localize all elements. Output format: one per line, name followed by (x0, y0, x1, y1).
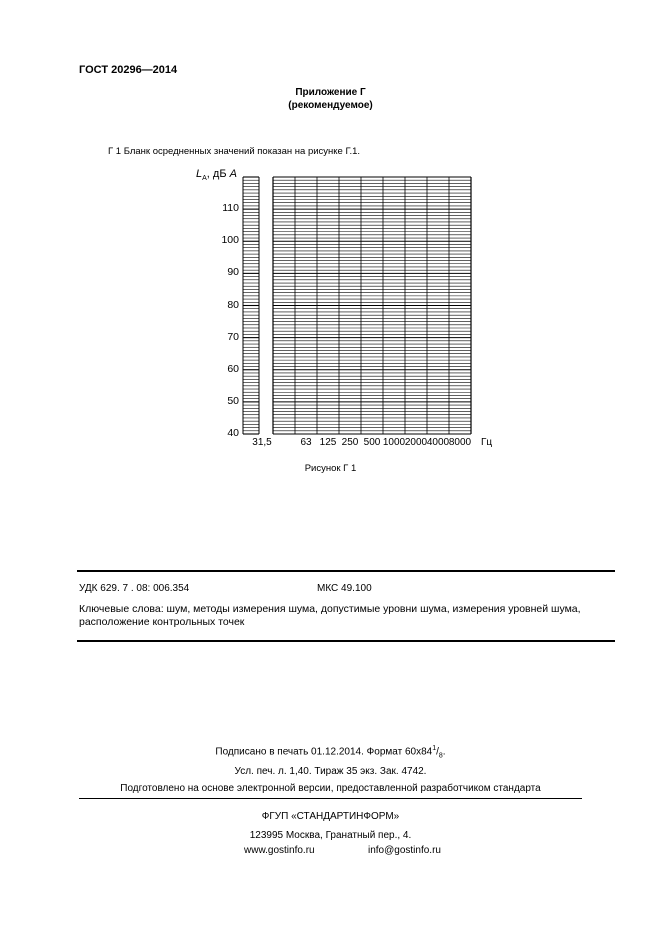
signed-suffix: . (442, 746, 446, 758)
publisher: ФГУП «СТАНДАРТИНФОРМ» (261, 811, 400, 822)
print-info: Усл. печ. л. 1,40. Тираж 35 экз. Зак. 4742. (234, 766, 427, 777)
email-link[interactable]: info@gostinfo.ru (368, 845, 441, 856)
keywords: Ключевые слова: шум, методы измерения шума, допустимые уровни шума, измерения уровней шума, расположение контрольных точек (79, 603, 581, 628)
x-tick-label: 31,5 (252, 437, 272, 448)
footer-bottom-rule (77, 640, 615, 642)
y-axis-title (196, 168, 237, 182)
x-tick-label: 1000 (382, 437, 406, 448)
x-axis-unit: Гц (481, 437, 493, 448)
format-sup: 1 (432, 745, 437, 752)
x-tick-label: 500 (363, 437, 381, 448)
prepared-note: Подготовлено на основе электронной версии, предоставленной разработчиком стандарта (120, 783, 541, 794)
x-tick-label: 2000 (404, 437, 428, 448)
standard-header: ГОСТ 20296—2014 (79, 64, 178, 76)
intro-text: Г 1 Бланк осредненных значений показан на рисунке Г.1. (108, 146, 361, 157)
website-link[interactable]: www.gostinfo.ru (244, 845, 315, 856)
x-tick-label: 4000 (426, 437, 450, 448)
y-tick-label: 60 (227, 362, 239, 375)
y-tick-label: 40 (227, 427, 239, 439)
y-axis-rest: , дБ (206, 168, 230, 180)
x-tick-label: 8000 (448, 437, 472, 448)
y-axis-unit: А (229, 168, 237, 180)
y-tick-label: 90 (227, 266, 239, 279)
y-tick-label: 100 (221, 234, 239, 247)
appendix-title: Приложение Г (295, 87, 366, 98)
x-tick-label: 125 (319, 437, 337, 448)
y-tick-label: 110 (222, 202, 239, 215)
y-tick-label: 70 (227, 330, 239, 343)
x-tick-label: 63 (300, 437, 312, 448)
footer-top-rule (77, 570, 615, 572)
udk-code: УДК 629. 7 . 08: 006.354 (79, 583, 190, 594)
format-sub: 8 (438, 752, 443, 760)
appendix-subtitle: (рекомендуемое) (288, 100, 373, 111)
y-tick-label: 50 (227, 394, 239, 407)
figure-caption: Рисунок Г 1 (304, 463, 357, 474)
y-tick-label: 80 (227, 298, 239, 311)
x-tick-label: 250 (341, 437, 359, 448)
y-axis-symbol: L (196, 168, 203, 180)
signed-line: Подписано в печать 01.12.2014. Формат $60x84^1/_8$. (215, 745, 446, 760)
address: 123995 Москва, Гранатный пер., 4. (249, 830, 412, 841)
mks-code: МКС 49.100 (317, 583, 372, 594)
signed-text: Подписано в печать 01.12.2014. Формат 60x84 (215, 746, 433, 758)
y-axis-subscript: A (202, 175, 207, 183)
imprint-rule (79, 798, 582, 799)
